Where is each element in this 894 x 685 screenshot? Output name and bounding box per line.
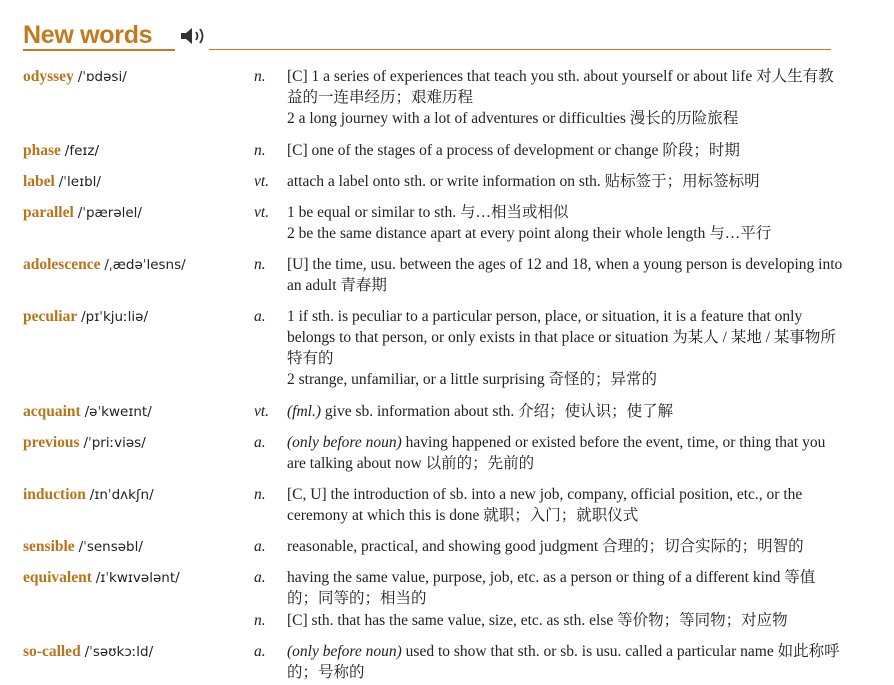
headword (23, 432, 146, 454)
part-of-speech: a. (254, 538, 266, 555)
headword-text[interactable]: acquaint (23, 403, 81, 420)
definition: 2 strange, unfamiliar, or a little surprising 奇怪的；异常的 (287, 371, 658, 388)
definitions (287, 536, 843, 557)
headword (23, 140, 99, 162)
part-of-speech: a. (254, 569, 266, 586)
part-of-speech: n. (254, 486, 266, 503)
definition: [U] the time, usu. between the ages of 12 and 18, when a young person is developing into an adult 青春期 (287, 256, 843, 294)
headword (23, 641, 153, 663)
definition (287, 641, 843, 683)
headword (23, 202, 142, 224)
definitions (287, 641, 843, 683)
definitions (287, 401, 843, 422)
definitions (287, 66, 843, 129)
headword-text[interactable]: equivalent (23, 569, 92, 586)
definition: attach a label onto sth. or write information on sth. 贴标签于；用标签标明 (287, 173, 760, 190)
headword-text[interactable]: peculiar (23, 308, 78, 325)
phonetic: /feɪz/ (64, 143, 100, 159)
headword (23, 171, 101, 193)
title-underline (23, 49, 175, 51)
headword-text[interactable]: previous (23, 434, 80, 451)
headword-text[interactable]: label (23, 173, 55, 190)
headword (23, 567, 180, 589)
headword (23, 401, 152, 423)
definitions (287, 254, 843, 296)
usage-label: (fml.) (287, 403, 322, 420)
headword-text[interactable]: sensible (23, 538, 75, 555)
definition: 2 be the same distance apart at every point along their whole length 与…平行 (287, 225, 772, 242)
definition (287, 432, 843, 474)
definition: [C, U] the introduction of sb. into a new job, company, official position, etc., or the ceremony at which this is done 就职；入门；就职仪式 (287, 486, 803, 524)
headword (23, 306, 148, 328)
phonetic: /ˈpærəlel/ (77, 205, 142, 221)
phonetic: /ɪˈkwɪvələnt/ (95, 570, 180, 586)
definition (287, 401, 843, 422)
part-of-speech: a. (254, 308, 266, 325)
definition: [C] 1 a series of experiences that teach you sth. about yourself or about life 对人生有教益的一连串经历；艰难历程 (287, 68, 834, 106)
definition-text: give sb. information about sth. 介绍；使认识；使了解 (321, 403, 674, 420)
definition: [C] sth. that has the same value, size, etc. as sth. else 等价物；等同物；对应物 (287, 612, 788, 629)
part-of-speech: n. (254, 256, 266, 273)
headword (23, 484, 154, 506)
definition-text: having happened or existed before the event, time, or thing that you are talking about now 以前的；先前的 (287, 434, 826, 472)
usage-label: (only before noun) (287, 643, 402, 660)
part-of-speech: vt. (254, 403, 270, 420)
phonetic: /ˈleɪbl/ (58, 174, 101, 190)
part-of-speech: a. (254, 643, 266, 660)
definition-text: used to show that sth. or sb. is usu. called a particular name 如此称呼的；号称的 (287, 643, 840, 681)
phonetic: /pɪˈkjuːliə/ (81, 309, 148, 325)
part-of-speech: a. (254, 434, 266, 451)
headword-text[interactable]: parallel (23, 204, 74, 221)
definitions (287, 140, 843, 161)
section-title: New words (23, 21, 153, 49)
definitions (287, 171, 843, 192)
part-of-speech: vt. (254, 173, 270, 190)
part-of-speech: n. (254, 68, 266, 85)
speaker-icon[interactable] (177, 24, 209, 48)
headword-text[interactable]: induction (23, 486, 86, 503)
headword (23, 66, 127, 88)
part-of-speech: n. (254, 142, 266, 159)
headword-text[interactable]: so-called (23, 643, 81, 660)
definitions (287, 432, 843, 474)
phonetic: /ˈsəʊkɔːld/ (84, 644, 154, 660)
definition: 1 if sth. is peculiar to a particular person, place, or situation, it is a feature that only belongs to that person, or only exists in that place or situation 为某人 / 某地 / 某事物所特有的 (287, 308, 836, 367)
phonetic: /ˈsensəbl/ (78, 539, 143, 555)
phonetic: /ˌædəˈlesns/ (104, 257, 186, 273)
headword-text[interactable]: phase (23, 142, 61, 159)
definition: reasonable, practical, and showing good judgment 合理的；切合实际的；明智的 (287, 538, 804, 555)
definition: 1 be equal or similar to sth. 与…相当或相似 (287, 204, 569, 221)
phonetic: /ɪnˈdʌkʃn/ (89, 487, 154, 503)
part-of-speech: vt. (254, 204, 270, 221)
phonetic: /ˈɒdəsi/ (77, 69, 127, 85)
header-rule (209, 49, 831, 50)
headword (23, 536, 143, 558)
phonetic: /ˈpriːviəs/ (83, 435, 146, 451)
definition: [C] one of the stages of a process of development or change 阶段；时期 (287, 142, 740, 159)
usage-label: (only before noun) (287, 434, 402, 451)
definitions (287, 202, 843, 244)
section-header (23, 18, 831, 54)
definition: having the same value, purpose, job, etc. as a person or thing of a different kind 等值的；同等的；相当的 (287, 569, 816, 607)
definition: 2 a long journey with a lot of adventures or difficulties 漫长的历险旅程 (287, 110, 739, 127)
part-of-speech-secondary: n. (254, 612, 266, 629)
phonetic: /əˈkweɪnt/ (84, 404, 152, 420)
definitions (287, 306, 843, 390)
headword (23, 254, 186, 276)
definitions (287, 484, 843, 526)
headword-text[interactable]: odyssey (23, 68, 74, 85)
headword-text[interactable]: adolescence (23, 256, 101, 273)
definitions-secondary (287, 610, 843, 631)
definitions (287, 567, 843, 609)
